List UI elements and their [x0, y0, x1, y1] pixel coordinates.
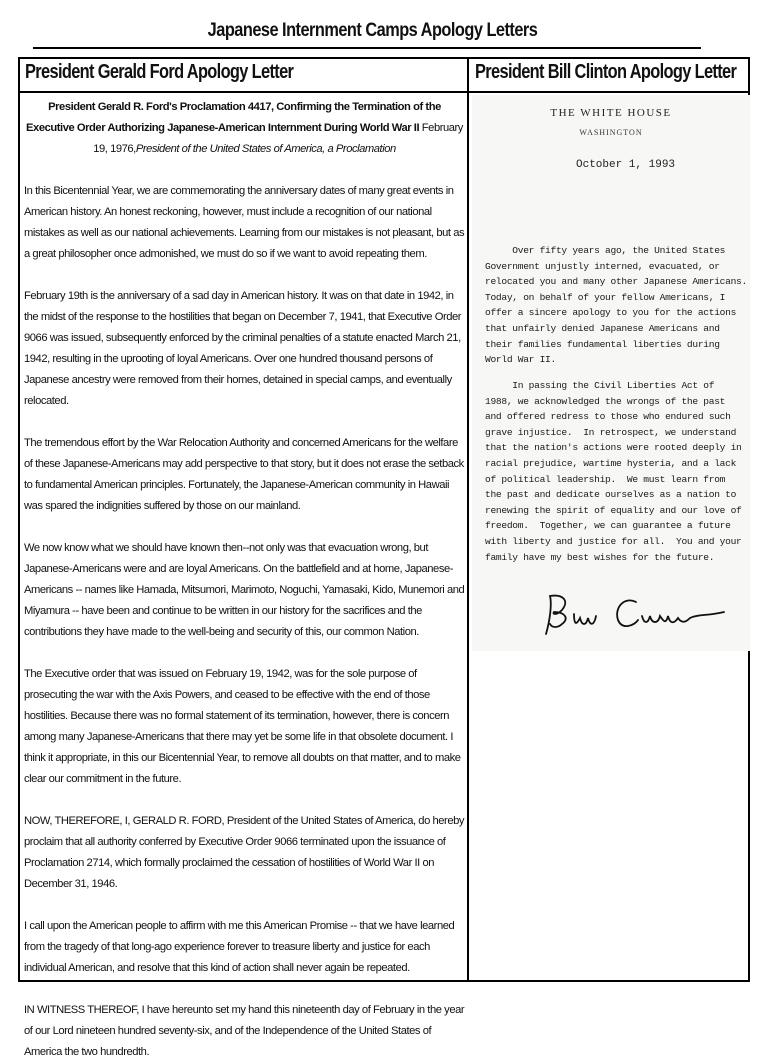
title-underline — [33, 47, 701, 49]
ford-paragraph: The Executive order that was issued on February 19, 1942, was for the sole purpose of prosecuting the war with the Axis Powers, and ceased to be effective with the end of those hostilities. Because there was no formal statement of its termination, however, there is concern among many Japanese-Americans that there may yet be some life in that obsolete document. I think it appropriate, in this our Bicentennial Year, to remove all doubts on that matter, and to make clear our commitment in the future. — [24, 668, 461, 785]
clinton-letter-scan — [472, 95, 750, 651]
document-title: Japanese Internment Camps Apology Letters — [207, 20, 538, 41]
letter-paragraph: Over fifty years ago, the United States Government unjustly interned, evacuated, or relocated you and many other Japanese Americans. Today, on behalf of your fellow Americans, I offer a sincere apology to you for the actions that unfairly denied Japanese Americans and their families fundamental liberties during World War II. — [485, 245, 747, 366]
ford-paragraph: I call upon the American people to affirm with me this American Promise -- that we have learned from the tragedy of that long-ago experience forever to treasure liberty and justice for each individual American, and resolve that this kind of action shall never again be repeated. — [24, 920, 455, 974]
clinton-column-heading: President Bill Clinton Apology Letter — [475, 61, 737, 83]
proclamation-subtitle: President of the United States of America, a Proclamation — [135, 143, 396, 155]
ford-paragraph: IN WITNESS THEREOF, I have hereunto set my hand this nineteenth day of February in the year of our Lord nineteen hundred seventy-six, and of the Independence of the United States of America the two hundredth. — [24, 1004, 465, 1058]
ford-paragraph: The tremendous effort by the War Relocation Authority and concerned Americans for the welfare of these Japanese-Americans may add perspective to that story, but it does not erase the setback to fundamental American principles. Fortunately, the Japanese-American community in Hawaii was spared the indignities suffered by those on our mainland. — [24, 437, 464, 512]
ford-column-heading: President Gerald Ford Apology Letter — [25, 61, 294, 83]
proclamation-date: February 19, 1976, — [93, 122, 463, 155]
letterhead-location: WASHINGTON — [579, 128, 643, 137]
header-divider — [20, 91, 748, 93]
letter-paragraph: In passing the Civil Liberties Act of 1988, we acknowledged the wrongs of the past and offered redress to those who endured such grave injustice. In retrospect, we understand that the nation's actions were rooted deeply in racial prejudice, wartime hysteria, and a lack of political leadership. We must learn from the past and dedicate ourselves as a nation to renewing the spirit of equality and our love of freedom. Together, we can guarantee a future with liberty and justice for all. You and your family have my best wishes for the future. — [485, 380, 742, 563]
proclamation-intro — [24, 97, 465, 160]
ford-proclamation-text — [24, 97, 465, 1063]
column-divider — [467, 59, 469, 980]
ford-paragraph: NOW, THEREFORE, I, GERALD R. FORD, President of the United States of America, do hereby proclaim that all authority conferred by Executive Order 9066 terminated upon the issuance of Proclamation 2714, which formally proclaimed the cessation of hostilities of World War II on December 31, 1946. — [24, 815, 465, 890]
comparison-table — [18, 57, 750, 1058]
ford-paragraph: February 19th is the anniversary of a sad day in American history. It was on that date in 1942, in the midst of the response to the hostilities that began on December 7, 1941, that Executive Order 9066 was issued, subsequently enforced by the criminal penalties of a statute enacted March 21, 1942, resulting in the uprooting of loyal Americans. Over one hundred thousand persons of Japanese ancestry were removed from their homes, detained in special camps, and eventually relocated. — [24, 290, 462, 407]
proclamation-title: President Gerald R. Ford's Proclamation 4417, Confirming the Termination of the Executive Order Authorizing Japanese-American Internment During World War II — [26, 101, 441, 134]
letterhead: THE WHITE HOUSE — [550, 107, 672, 119]
letter-date: October 1, 1993 — [576, 159, 676, 171]
ford-paragraph: We now know what we should have known then--not only was that evacuation wrong, but Japanese-Americans were and are loyal Americans. On the battlefield and at home, Japanese-Americans -- names like Hamada, Mitsumori, Marimoto, Noguchi, Yamasaki, Kido, Munemori and Miyamura -- have been and continue to be written in our history for the sacrifices and the contributions they have made to the well-being and security of this, our common Nation. — [24, 542, 465, 638]
clinton-signature — [540, 590, 730, 640]
ford-paragraph: In this Bicentennial Year, we are commemorating the anniversary dates of many great events in American history. An honest reckoning, however, must include a recognition of our national mistakes as well as our national achievements. Learning from our mistakes is not pleasant, but as a great philosopher once admonished, we must do so if we want to avoid repeating them. — [24, 185, 465, 260]
